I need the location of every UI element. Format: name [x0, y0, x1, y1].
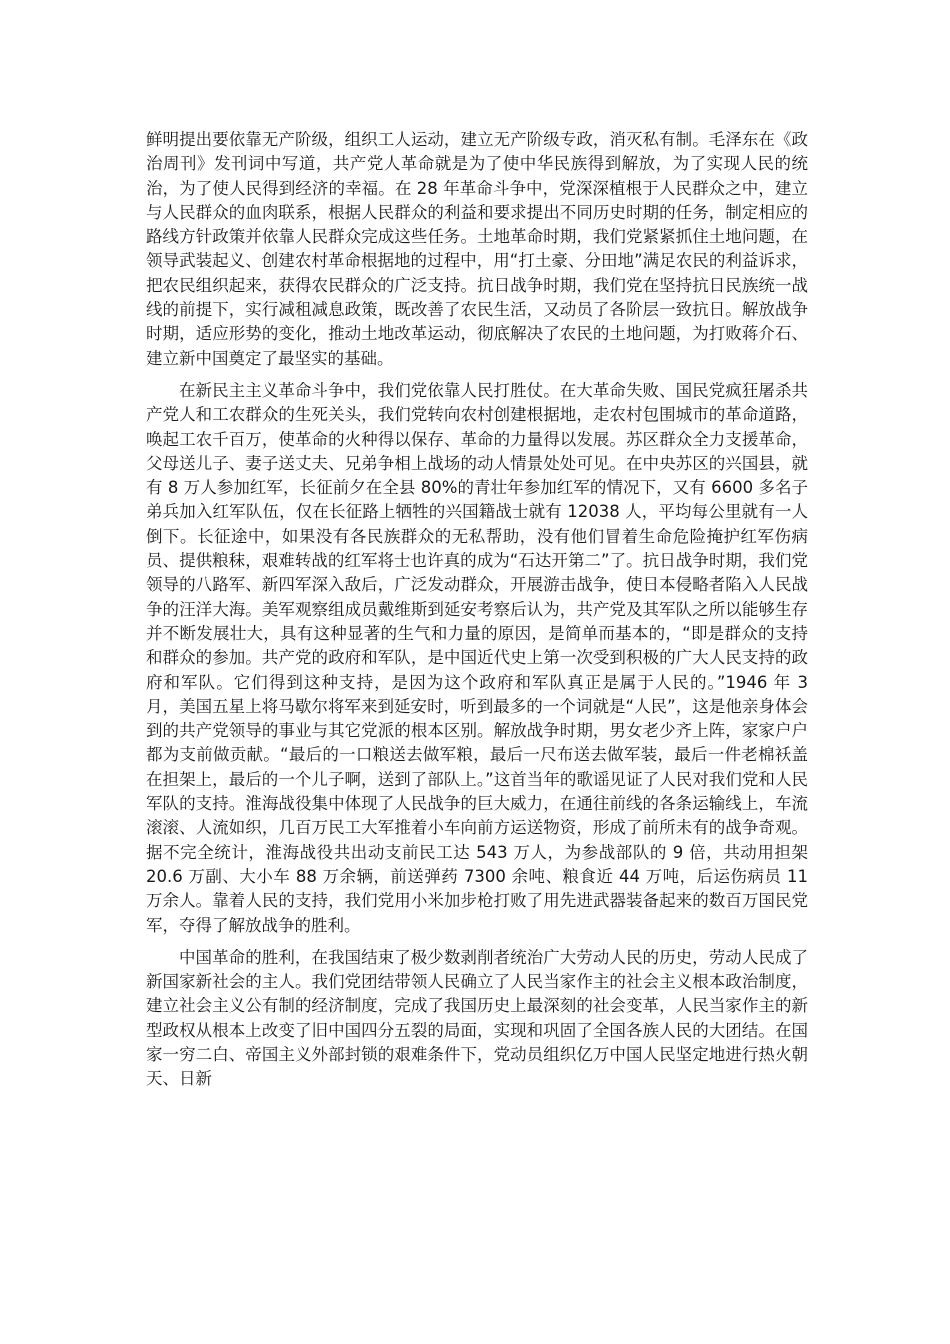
- paragraph-2: 在新民主主义革命斗争中，我们党依靠人民打胜仗。在大革命失败、国民党疯狂屠杀共产党人和工农群众的生死关头，我们党转向农村创建根据地，走农村包围城市的革命道路，唤起工农千百万，使革命的火种得以保存、革命的力量得以发展。苏区群众全力支援革命，父母送儿子、妻子送丈夫、兄弟争相上战场的动人情景处处可见。在中央苏区的兴国县，就有 8 万人参加红军，长征前夕在全县 80%的青壮年参加红军的情况下，又有 6600 多名子弟兵加入红军队伍，仅在长征路上牺牲的兴国籍战士就有 12038 人，平均每公里就有一人倒下。长征途中，如果没有各民族群众的无私帮助，没有他们冒着生命危险掩护红军伤病员、提供粮秣，艰难转战的红军将士也许真的成为“石达开第二”了。抗日战争时期，我们党领导的八路军、新四军深入敌后，广泛发动群众，开展游击战争，使日本侵略者陷入人民战争的汪洋大海。美军观察组成员戴维斯到延安考察后认为，共产党及其军队之所以能够生存并不断发展壮大，具有这种显著的生气和力量的原因，是简单而基本的，“即是群众的支持和群众的参加。共产党的政府和军队，是中国近代史上第一次受到积极的广大人民支持的政府和军队。它们得到这种支持，是因为这个政府和军队真正是属于人民的。”1946 年 3 月，美国五星上将马歇尔将军来到延安时，听到最多的一个词就是“人民”，这是他亲身体会到的共产党领导的事业与其它党派的根本区别。解放战争时期，男女老少齐上阵，家家户户都为支前做贡献。“最后的一口粮送去做军粮，最后一尺布送去做军装，最后一件老棉袄盖在担架上，最后的一个儿子啊，送到了部队上。”这首当年的歌谣见证了人民对我们党和人民军队的支持。淮海战役集中体现了人民战争的巨大威力，在通往前线的各条运输线上，车流滚滚、人流如织，几百万民工大军推着小车向前方运送物资，形成了前所未有的战争奇观。据不完全统计，淮海战役共出动支前民工达 543 万人，为参战部队的 9 倍，共动用担架 20.6 万副、大小车 88 万余辆，前送弹药 7300 余吨、粮食近 44 万吨，后运伤病员 11 万余人。靠着人民的支持，我们党用小米加步枪打败了用先进武器装备起来的数百万国民党军，夺得了解放战争的胜利。: [146, 380, 808, 935]
- paragraph-3: 中国革命的胜利，在我国结束了极少数剥削者统治广大劳动人民的历史，劳动人民成了新国家新社会的主人。我们党团结带领人民确立了人民当家作主的社会主义根本政治制度，建立社会主义公有制的经济制度，完成了我国历史上最深刻的社会变革，人民当家作主的新型政权从根本上改变了旧中国四分五裂的局面，实现和巩固了全国各族人民的大团结。在国家一穷二白、帝国主义外部封锁的艰难条件下，党动员组织亿万中国人民坚定地进行热火朝天、日新: [146, 947, 808, 1089]
- document-page: [146, 128, 808, 1092]
- paragraph-1-continued: 鲜明提出要依靠无产阶级，组织工人运动，建立无产阶级专政，消灭私有制。毛泽东在《政治周刊》发刊词中写道，共产党人革命就是为了使中华民族得到解放，为了实现人民的统治，为了使人民得到经济的幸福。在 28 年革命斗争中，党深深植根于人民群众之中，建立与人民群众的血肉联系，根据人民群众的利益和要求提出不同历史时期的任务，制定相应的路线方针政策并依靠人民群众完成这些任务。土地革命时期，我们党紧紧抓住土地问题，在领导武装起义、创建农村革命根据地的过程中，用“打土豪、分田地”满足农民的利益诉求，把农民组织起来，获得农民群众的广泛支持。抗日战争时期，我们党在坚持抗日民族统一战线的前提下，实行减租减息政策，既改善了农民生活，又动员了各阶层一致抗日。解放战争时期，适应形势的变化，推动土地改革运动，彻底解决了农民的土地问题，为打败蒋介石、建立新中国奠定了最坚实的基础。: [146, 130, 808, 368]
